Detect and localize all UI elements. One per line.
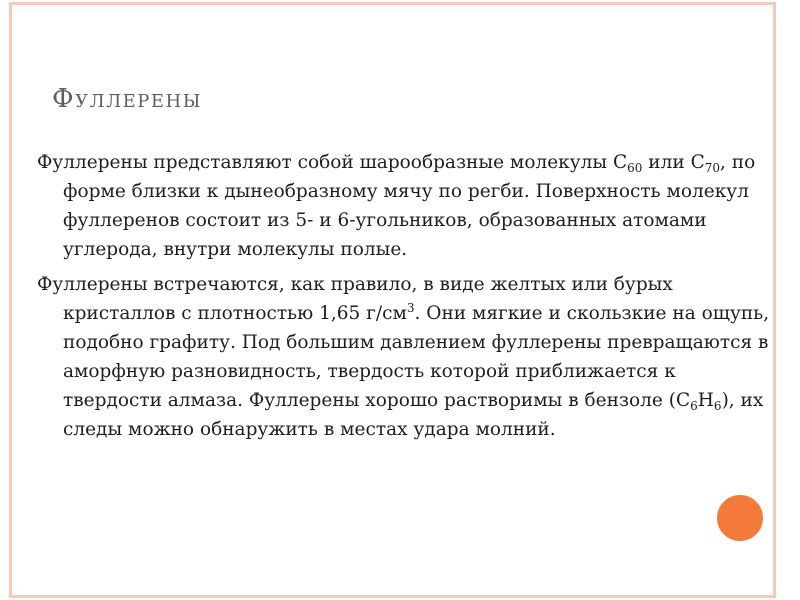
superscript-cm3: 3: [406, 301, 415, 315]
paragraph-2-text-3: Н: [697, 390, 714, 411]
paragraph-1: [37, 148, 777, 264]
slide-body: [37, 148, 777, 450]
paragraph-2-text-2: . Они мягкие и скользкие на ощупь, подобно графиту. Под большим давлением фуллерены превращаются в аморфную разновидность, твердость которой приближается к твердости алмаза. Фуллерены хорошо растворимы в бензоле (С: [63, 303, 770, 411]
paragraph-2-text-1: Фуллерены встречаются, как правило, в виде желтых или бурых кристаллов с плотностью 1,65 г/см: [37, 274, 673, 324]
subscript-h6: 6: [713, 399, 722, 413]
decorative-circle: [714, 492, 766, 544]
subscript-c60: 60: [627, 161, 643, 175]
subscript-c6: 6: [690, 399, 698, 413]
slide-title: Фуллерены: [52, 84, 202, 114]
paragraph-2-text-4: ), их следы можно обнаружить в местах удара молний.: [63, 390, 764, 440]
paragraph-1-text-3: , по форме близки к дынеобразному мячу по регби. Поверхность молекул фуллеренов состоит из 5- и 6-угольников, образованных атомами углерода, внутри молекулы полые.: [63, 152, 756, 260]
subscript-c70: 70: [704, 161, 721, 175]
paragraph-2: [37, 270, 777, 444]
paragraph-1-text-1: Фуллерены представляют собой шарообразные молекулы С: [37, 152, 628, 173]
paragraph-1-text-2: или С: [642, 152, 705, 173]
